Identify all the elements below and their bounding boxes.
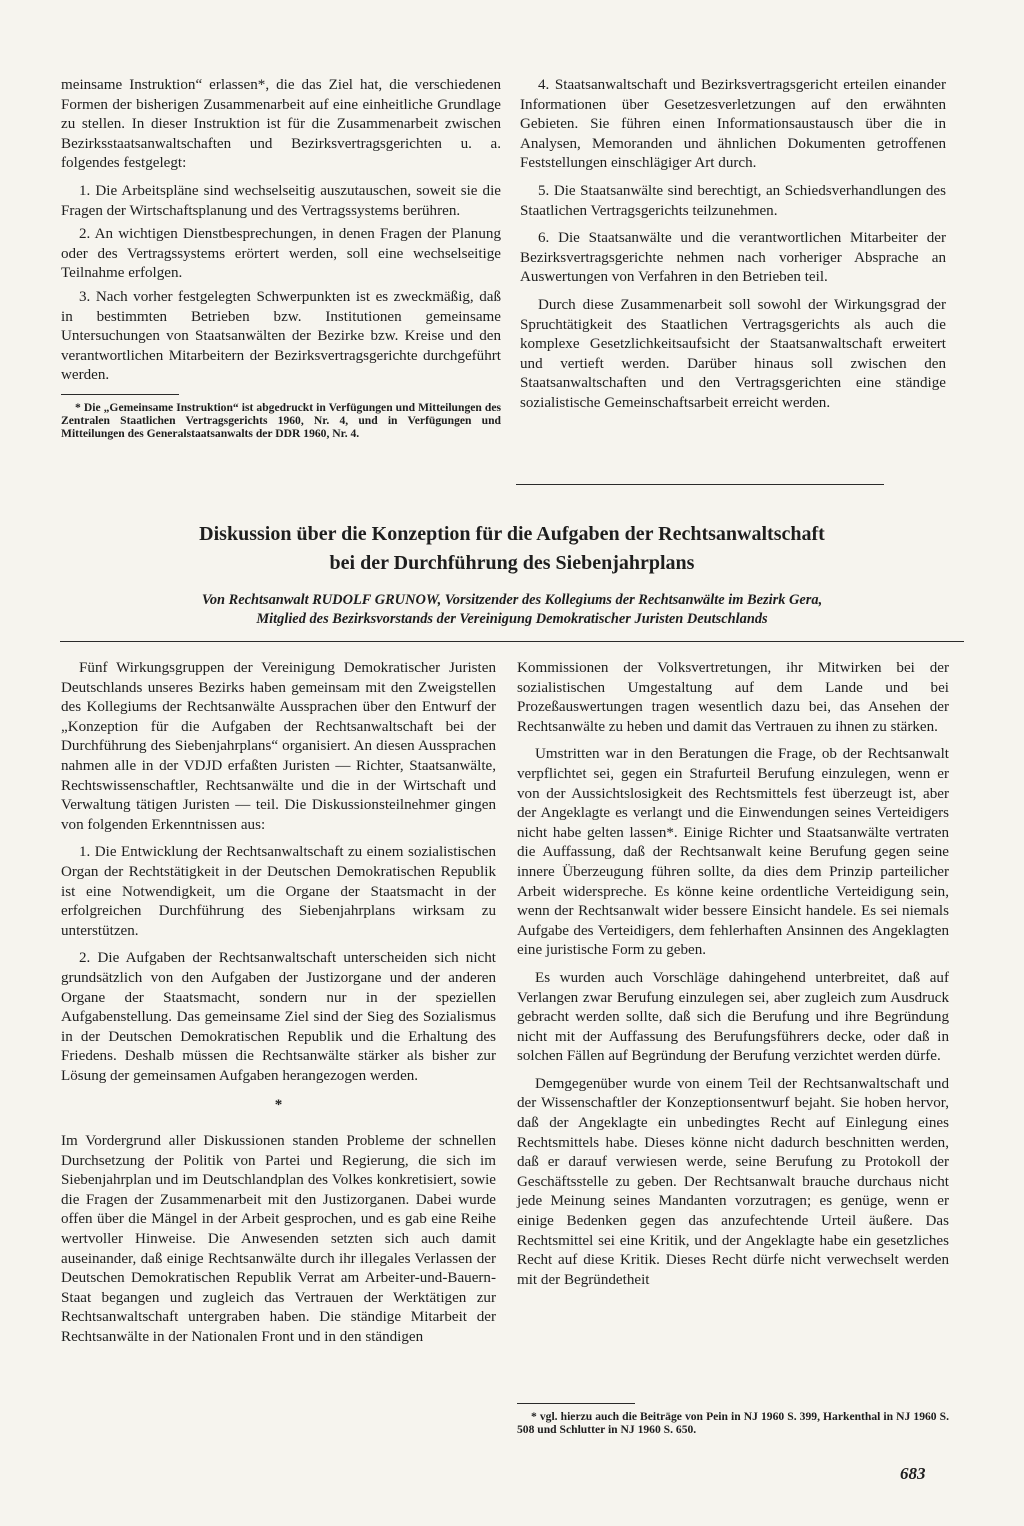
paragraph: Es wurden auch Vorschläge dahingehend unterbreitet, daß auf Verlangen zwar Berufung einzulegen sei, aber zugleich zum Ausdruck gebracht werden sollte, daß sich die Berufung und ihre Begründung nicht mit der Auffassung des Berufungsführers decke, oder daß in solchen Fällen auf Begründung der Berufung verzichtet werden dürfe. — [517, 969, 949, 1065]
footnote — [517, 1403, 949, 1436]
title-line: Diskussion über die Konzeption für die Aufgaben der Rechtsanwaltschaft — [199, 523, 825, 545]
heading-divider — [60, 641, 964, 642]
left-article-column — [61, 659, 496, 1356]
top-left-column — [61, 76, 501, 441]
footnote-text: * vgl. hierzu auch die Beiträge von Pein in NJ 1960 S. 399, Harkenthal in NJ 1960 S. 508 und Schlutter in NJ 1960 S. 650. — [517, 1410, 949, 1437]
paragraph: 1. Die Entwicklung der Rechtsanwaltschaft zu einem sozialistischen Organ der Rechtstätigkeit in der Deutschen Demokratischen Republik ist eine Notwendigkeit, um die Organe der Staatsmacht in der erfolgreichen Durchführung des Siebenjahrplans wirksam zu unterstützen. — [61, 844, 496, 939]
article-byline — [60, 591, 964, 629]
footnote-rule — [517, 1403, 635, 1404]
footnote — [61, 394, 501, 441]
paragraph: Umstritten war in den Beratungen die Frage, ob der Rechtsanwalt verpflichtet sei, gegen ein Strafurteil Berufung einzulegen, wenn er von der Aussichtslosigkeit des Rechtsmittels fest überzeugt ist, aber der Angeklagte es verlangt und die Einwendungen seines Verteidigers nicht habe gelten lassen*. Einige Richter und Staatsanwälte vertraten die Auffassung, daß der Rechtsanwalt keine Berufung gegen seine innere Überzeugung führen sollte, da dies dem Prinzip parteilicher Arbeit widerspreche. Es könne keine ordentliche Verteidigung sein, wenn der Rechtsanwalt wider bessere Einsicht handele. Es sei niemals Aufgabe des Verteidigers, dem fehlerhaften Ansinnen des Angeklagten eine juristische Form zu geben. — [517, 746, 949, 959]
paragraph: Demgegenüber wurde von einem Teil der Rechtsanwaltschaft und der Wissenschaftler der Konzeptionsentwurf bejaht. Sie hoben hervor, daß der Angeklagte ein unbedingtes Recht auf Einlegung eines Rechtsmittels habe. Dieses könne nicht dadurch beschnitten werden, daß er darauf verwiesen werde, seine Berufung zu Protokoll der Geschäftsstelle zu geben. Der Rechtsanwalt brauche durchaus nicht jede Meinung seines Mandanten vorzutragen; es genüge, wenn er einige Bedenken gegen das anzufechtende Urteil äußere. Das Rechtsmittel sei eine Kritik, und der Angeklagte habe ein gesetzliches Recht auf diese Kritik. Dieses Recht dürfe nicht verwechselt werden mit der Begründetheit — [517, 1075, 949, 1288]
top-right-column — [520, 76, 946, 422]
title-line: bei der Durchführung des Siebenjahrplans — [329, 552, 695, 574]
page-number: 683 — [900, 1464, 926, 1483]
paragraph: 2. An wichtigen Dienstbesprechungen, in denen Fragen der Planung oder des Vertragssystems erörtert werden, soll eine wechselseitige Teilnahme erfolgen. — [61, 226, 501, 282]
right-article-column — [517, 659, 949, 1437]
paragraph: 2. Die Aufgaben der Rechtsanwaltschaft unterscheiden sich nicht grundsätzlich von den Aufgaben der Justizorgane und der anderen Organe der Staatsmacht, sondern nur in der speziellen Aufgabenstellung. Das gemeinsame Ziel sind der Sieg des Sozialismus in der Deutschen Demokratischen Republik und die Erhaltung des Friedens. Deshalb müssen die Rechtsanwälte stärker als bisher zur Lösung der gemeinsamen Aufgaben herangezogen werden. — [61, 950, 496, 1084]
footnote-text: * Die „Gemeinsame Instruktion“ ist abgedruckt in Verfügungen und Mitteilungen des Zentralen Staatlichen Vertragsgerichts 1960, Nr. 4, und in Verfügungen und Mitteilungen des Generalstaatsanwalts der DDR 1960, Nr. 4. — [61, 400, 501, 441]
paragraph: 6. Die Staatsanwälte und die verantwortlichen Mitarbeiter der Bezirksvertragsgerichte nehmen nach vorheriger Absprache an Auswertungen von Verfahren in den Betrieben teil. — [520, 230, 946, 286]
paragraph: Fünf Wirkungsgruppen der Vereinigung Demokratischer Juristen Deutschlands unseres Bezirks haben gemeinsam mit den Zweigstellen des Kollegiums der Rechtsanwälte Aussprachen über den Entwurf der „Konzeption für die Aufgaben der Rechtsanwaltschaft bei der Durchführung des Siebenjahrplans“ organisiert. An diesen Aussprachen nahmen alle in der VDJD erfaßten Juristen — Richter, Staatsanwälte, Rechtswissenschaftler, Rechtsanwälte und die in der Wirtschaft und Verwaltung tätigen Juristen — teil. Die Diskussionsteilnehmer gingen von folgenden Erkenntnissen aus: — [61, 660, 496, 833]
paragraph: meinsame Instruktion“ erlassen*, die das Ziel hat, die verschiedenen Formen der bisherigen Zusammenarbeit auf eine einheitliche Grundlage zu stellen. In dieser Instruktion ist für die Zusammenarbeit zwischen Bezirksstaatsanwaltschaften und Bezirksvertragsgerichten u. a. folgendes festgelegt: — [61, 77, 501, 172]
footnote-rule — [61, 394, 179, 395]
byline-line: Mitglied des Bezirksvorstands der Vereinigung Demokratischer Juristen Deutschlands — [256, 611, 768, 627]
paragraph: 3. Nach vorher festgelegten Schwerpunkten ist es zweckmäßig, daß in bestimmten Betrieben bzw. Institutionen gemeinsame Untersuchungen von Staatsanwälten der Bezirke bzw. Kreise und den verantwortlichen Mitarbeitern der Bezirksvertragsgerichte durchgeführt werden. — [61, 288, 501, 384]
paragraph: 4. Staatsanwaltschaft und Bezirksvertragsgericht erteilen einander Informationen über Gesetzesverletzungen auf den erwähnten Gebieten. Sie führen einen Informationsaustausch über die in Analysen, Memoranden und ähnlichen Dokumenten getroffenen Feststellungen einschlägiger Art durch. — [520, 77, 946, 172]
paragraph: Kommissionen der Volksvertretungen, ihr Mitwirken bei der sozialistischen Umgestaltung auf dem Lande und bei Prozeßauswertungen tragen wesentlich dazu bei, das Ansehen der Rechtsanwälte zu heben und damit das Vertrauen zu ihnen zu stärken. — [517, 660, 949, 735]
paragraph: 1. Die Arbeitspläne sind wechselseitig auszutauschen, soweit sie die Fragen der Wirtschaftsplanung und des Vertragssystems berühren. — [61, 182, 501, 219]
paragraph: Durch diese Zusammenarbeit soll sowohl der Wirkungsgrad der Spruchtätigkeit des Staatlichen Vertragsgerichts als auch die komplexe Gesetzlichkeitsaufsicht der Staatsanwaltschaft erweitert und vertieft werden. Darüber hinaus soll zwischen den Staatsanwaltschaften und den Vertragsgerichten eine ständige sozialistische Gemeinschaftsarbeit erreicht werden. — [520, 296, 946, 411]
article-title — [60, 520, 964, 578]
byline-line: Von Rechtsanwalt RUDOLF GRUNOW, Vorsitzender des Kollegiums der Rechtsanwälte im Bezirk Gera, — [201, 592, 823, 608]
section-separator: * — [274, 1097, 283, 1114]
paragraph: Im Vordergrund aller Diskussionen standen Probleme der schnellen Durchsetzung der Politik von Partei und Regierung, die sich im Siebenjahrplan und im Deutschlandplan des Volkes konkretisiert, sowie die Fragen der Zusammenarbeit mit den Justizorganen. Dabei wurde offen über die Mängel in der Arbeit gesprochen, und es gab eine Reihe wertvoller Hinweise. Die Anwesenden setzten sich auch damit auseinander, daß einige Rechtsanwälte durch ihr illegales Verlassen der Deutschen Demokratischen Republik Verrat am Arbeiter-und-Bauern-Staat begangen und zugleich das Vertrauen der Werktätigen zur Rechtsanwaltschaft untergraben haben. Die ständige Mitarbeit der Rechtsanwälte in der Nationalen Front und in den ständigen — [61, 1133, 496, 1345]
paragraph: 5. Die Staatsanwälte sind berechtigt, an Schiedsverhandlungen des Staatlichen Vertragsgerichts teilzunehmen. — [520, 182, 946, 219]
section-divider — [516, 484, 884, 485]
